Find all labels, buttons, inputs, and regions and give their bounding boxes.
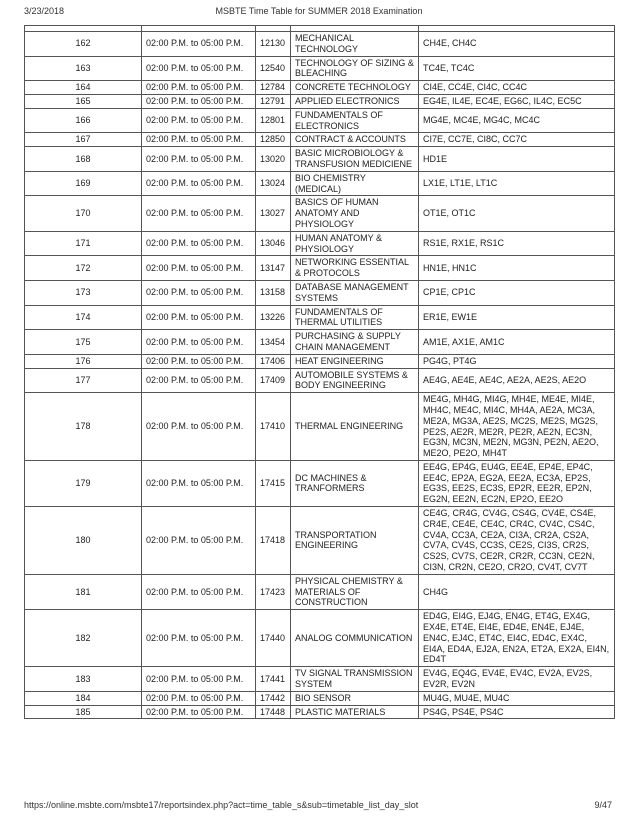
programs-cell: OT1E, OT1C bbox=[419, 196, 615, 231]
serial-number-cell: 179 bbox=[25, 460, 142, 506]
serial-number-cell: 185 bbox=[25, 705, 142, 719]
time-slot-cell: 02:00 P.M. to 05:00 P.M. bbox=[142, 32, 256, 57]
subject-name-cell: TRANSPORTATION ENGINEERING bbox=[291, 507, 419, 575]
time-slot-cell: 02:00 P.M. to 05:00 P.M. bbox=[142, 574, 256, 609]
serial-number-cell: 176 bbox=[25, 354, 142, 368]
time-slot-cell: 02:00 P.M. to 05:00 P.M. bbox=[142, 280, 256, 305]
table-row bbox=[25, 610, 615, 667]
time-slot-cell: 02:00 P.M. to 05:00 P.M. bbox=[142, 368, 256, 393]
subject-name-cell: BASIC MICROBIOLOGY & TRANSFUSION MEDICIENE bbox=[291, 147, 419, 172]
subject-name-cell: CONTRACT & ACCOUNTS bbox=[291, 133, 419, 147]
subject-code-cell: 17409 bbox=[256, 368, 291, 393]
time-slot-cell: 02:00 P.M. to 05:00 P.M. bbox=[142, 667, 256, 692]
time-slot-cell: 02:00 P.M. to 05:00 P.M. bbox=[142, 691, 256, 705]
subject-code-cell: 13027 bbox=[256, 196, 291, 231]
subject-code-cell: 13020 bbox=[256, 147, 291, 172]
programs-cell: TC4E, TC4C bbox=[419, 56, 615, 81]
serial-number-cell: 167 bbox=[25, 133, 142, 147]
serial-number-cell: 164 bbox=[25, 81, 142, 95]
subject-name-cell: DATABASE MANAGEMENT SYSTEMS bbox=[291, 280, 419, 305]
serial-number-cell: 166 bbox=[25, 108, 142, 133]
serial-number-cell: 163 bbox=[25, 56, 142, 81]
table-row bbox=[25, 305, 615, 330]
programs-cell: RS1E, RX1E, RS1C bbox=[419, 231, 615, 256]
programs-cell: CE4G, CR4G, CV4G, CS4G, CV4E, CS4E, CR4E, CE4E, CE4C, CR4C, CV4C, CS4C, CV4A, CC3A, CE2A, CI3A, CR2A, CS2A, CV7A, CV4S, CC3S, CE2S, CI3S, CR2S, CS2S, CV7S, CE2R, CR2R, CC3N, CE2N, CI3N, CR2N, CE2O, CR2O, CV4T, CV7T bbox=[419, 507, 615, 575]
table-row bbox=[25, 574, 615, 609]
subject-code-cell: 17406 bbox=[256, 354, 291, 368]
table-row bbox=[25, 368, 615, 393]
subject-code-cell: 13226 bbox=[256, 305, 291, 330]
programs-cell: MU4G, MU4E, MU4C bbox=[419, 691, 615, 705]
subject-name-cell: BIO SENSOR bbox=[291, 691, 419, 705]
table-row bbox=[25, 691, 615, 705]
time-slot-cell: 02:00 P.M. to 05:00 P.M. bbox=[142, 196, 256, 231]
time-slot-cell: 02:00 P.M. to 05:00 P.M. bbox=[142, 81, 256, 95]
page-number: 9/47 bbox=[594, 800, 612, 810]
table-row bbox=[25, 147, 615, 172]
table-row bbox=[25, 705, 615, 719]
subject-code-cell: 12791 bbox=[256, 94, 291, 108]
subject-name-cell: HEAT ENGINEERING bbox=[291, 354, 419, 368]
subject-code-cell: 17442 bbox=[256, 691, 291, 705]
subject-name-cell: TECHNOLOGY OF SIZING & BLEACHING bbox=[291, 56, 419, 81]
time-slot-cell: 02:00 P.M. to 05:00 P.M. bbox=[142, 610, 256, 667]
serial-number-cell: 165 bbox=[25, 94, 142, 108]
subject-code-cell: 12784 bbox=[256, 81, 291, 95]
table-row bbox=[25, 32, 615, 57]
table-row bbox=[25, 56, 615, 81]
table-row bbox=[25, 133, 615, 147]
serial-number-cell: 181 bbox=[25, 574, 142, 609]
time-slot-cell: 02:00 P.M. to 05:00 P.M. bbox=[142, 305, 256, 330]
programs-cell: ER1E, EW1E bbox=[419, 305, 615, 330]
subject-name-cell: PURCHASING & SUPPLY CHAIN MANAGEMENT bbox=[291, 330, 419, 355]
serial-number-cell: 174 bbox=[25, 305, 142, 330]
subject-name-cell: NETWORKING ESSENTIAL & PROTOCOLS bbox=[291, 256, 419, 281]
table-row bbox=[25, 507, 615, 575]
serial-number-cell: 162 bbox=[25, 32, 142, 57]
subject-name-cell: DC MACHINES & TRANFORMERS bbox=[291, 460, 419, 506]
subject-name-cell: HUMAN ANATOMY & PHYSIOLOGY bbox=[291, 231, 419, 256]
table-row bbox=[25, 81, 615, 95]
programs-cell: ME4G, MH4G, MI4G, MH4E, ME4E, MI4E, MH4C, ME4C, MI4C, MH4A, AE2A, MC3A, ME2A, MG3A, AE2S, MC2S, ME2S, MG2S, PE2S, AE2R, ME2R, PE2R, AE2N, EC3N, EG3N, MC3N, ME2N, MG3N, PE2N, AE2O, ME2O, PE2O, MH4T bbox=[419, 393, 615, 461]
programs-cell: AM1E, AX1E, AM1C bbox=[419, 330, 615, 355]
time-slot-cell: 02:00 P.M. to 05:00 P.M. bbox=[142, 94, 256, 108]
time-slot-cell: 02:00 P.M. to 05:00 P.M. bbox=[142, 330, 256, 355]
subject-name-cell: ANALOG COMMUNICATION bbox=[291, 610, 419, 667]
subject-code-cell: 13158 bbox=[256, 280, 291, 305]
programs-cell: LX1E, LT1E, LT1C bbox=[419, 171, 615, 196]
subject-code-cell: 17441 bbox=[256, 667, 291, 692]
subject-name-cell: APPLIED ELECTRONICS bbox=[291, 94, 419, 108]
page-title: MSBTE Time Table for SUMMER 2018 Examination bbox=[215, 6, 423, 16]
time-slot-cell: 02:00 P.M. to 05:00 P.M. bbox=[142, 171, 256, 196]
serial-number-cell: 171 bbox=[25, 231, 142, 256]
programs-cell: EE4G, EP4G, EU4G, EE4E, EP4E, EP4C, EE4C, EP2A, EG2A, EE2A, EC3A, EP2S, EG3S, EE2S, EC3S, EP2R, EE2R, EP2N, EG2N, EE2N, EC2N, EP2O, EE2O bbox=[419, 460, 615, 506]
subject-name-cell: MECHANICAL TECHNOLOGY bbox=[291, 32, 419, 57]
programs-cell: CH4E, CH4C bbox=[419, 32, 615, 57]
time-slot-cell: 02:00 P.M. to 05:00 P.M. bbox=[142, 705, 256, 719]
subject-code-cell: 17440 bbox=[256, 610, 291, 667]
subject-name-cell: PHYSICAL CHEMISTRY & MATERIALS OF CONSTRUCTION bbox=[291, 574, 419, 609]
serial-number-cell: 172 bbox=[25, 256, 142, 281]
programs-cell: PS4G, PS4E, PS4C bbox=[419, 705, 615, 719]
subject-code-cell: 17410 bbox=[256, 393, 291, 461]
time-slot-cell: 02:00 P.M. to 05:00 P.M. bbox=[142, 393, 256, 461]
serial-number-cell: 180 bbox=[25, 507, 142, 575]
subject-code-cell: 12130 bbox=[256, 32, 291, 57]
time-slot-cell: 02:00 P.M. to 05:00 P.M. bbox=[142, 507, 256, 575]
table-row bbox=[25, 94, 615, 108]
programs-cell: CH4G bbox=[419, 574, 615, 609]
subject-code-cell: 12540 bbox=[256, 56, 291, 81]
programs-cell: EV4G, EQ4G, EV4E, EV4C, EV2A, EV2S, EV2R, EV2N bbox=[419, 667, 615, 692]
time-slot-cell: 02:00 P.M. to 05:00 P.M. bbox=[142, 460, 256, 506]
programs-cell: HN1E, HN1C bbox=[419, 256, 615, 281]
time-slot-cell: 02:00 P.M. to 05:00 P.M. bbox=[142, 256, 256, 281]
table-row bbox=[25, 354, 615, 368]
programs-cell: PG4G, PT4G bbox=[419, 354, 615, 368]
table-row bbox=[25, 256, 615, 281]
table-row bbox=[25, 280, 615, 305]
time-slot-cell: 02:00 P.M. to 05:00 P.M. bbox=[142, 133, 256, 147]
programs-cell: CI4E, CC4E, CI4C, CC4C bbox=[419, 81, 615, 95]
subject-code-cell: 17448 bbox=[256, 705, 291, 719]
table-row bbox=[25, 393, 615, 461]
subject-name-cell: TV SIGNAL TRANSMISSION SYSTEM bbox=[291, 667, 419, 692]
serial-number-cell: 182 bbox=[25, 610, 142, 667]
subject-code-cell: 13046 bbox=[256, 231, 291, 256]
subject-name-cell: CONCRETE TECHNOLOGY bbox=[291, 81, 419, 95]
programs-cell: EG4E, IL4E, EC4E, EG6C, IL4C, EC5C bbox=[419, 94, 615, 108]
time-slot-cell: 02:00 P.M. to 05:00 P.M. bbox=[142, 147, 256, 172]
table-row bbox=[25, 667, 615, 692]
programs-cell: HD1E bbox=[419, 147, 615, 172]
subject-code-cell: 13024 bbox=[256, 171, 291, 196]
serial-number-cell: 173 bbox=[25, 280, 142, 305]
serial-number-cell: 169 bbox=[25, 171, 142, 196]
subject-code-cell: 17423 bbox=[256, 574, 291, 609]
subject-name-cell: BIO CHEMISTRY (MEDICAL) bbox=[291, 171, 419, 196]
subject-name-cell: AUTOMOBILE SYSTEMS & BODY ENGINEERING bbox=[291, 368, 419, 393]
timetable bbox=[24, 25, 615, 719]
serial-number-cell: 178 bbox=[25, 393, 142, 461]
table-row bbox=[25, 108, 615, 133]
serial-number-cell: 175 bbox=[25, 330, 142, 355]
serial-number-cell: 183 bbox=[25, 667, 142, 692]
serial-number-cell: 170 bbox=[25, 196, 142, 231]
table-row bbox=[25, 171, 615, 196]
subject-name-cell: THERMAL ENGINEERING bbox=[291, 393, 419, 461]
table-row bbox=[25, 460, 615, 506]
subject-name-cell: FUNDAMENTALS OF ELECTRONICS bbox=[291, 108, 419, 133]
programs-cell: CP1E, CP1C bbox=[419, 280, 615, 305]
time-slot-cell: 02:00 P.M. to 05:00 P.M. bbox=[142, 231, 256, 256]
subject-code-cell: 12850 bbox=[256, 133, 291, 147]
subject-code-cell: 13147 bbox=[256, 256, 291, 281]
subject-name-cell: PLASTIC MATERIALS bbox=[291, 705, 419, 719]
programs-cell: MG4E, MC4E, MG4C, MC4C bbox=[419, 108, 615, 133]
subject-code-cell: 17415 bbox=[256, 460, 291, 506]
subject-code-cell: 17418 bbox=[256, 507, 291, 575]
programs-cell: CI7E, CC7E, CI8C, CC7C bbox=[419, 133, 615, 147]
time-slot-cell: 02:00 P.M. to 05:00 P.M. bbox=[142, 108, 256, 133]
footer-url: https://online.msbte.com/msbte17/reportsindex.php?act=time_table_s&sub=timetable_list_day_slot bbox=[24, 800, 419, 810]
table-row bbox=[25, 231, 615, 256]
table-row bbox=[25, 196, 615, 231]
serial-number-cell: 184 bbox=[25, 691, 142, 705]
programs-cell: ED4G, EI4G, EJ4G, EN4G, ET4G, EX4G, EX4E, ET4E, EI4E, ED4E, EN4E, EJ4E, EN4C, EJ4C, ET4C, EI4C, ED4C, EX4C, EI4A, ED4A, EJ2A, EN2A, ET2A, EX2A, EI4N, ED4T bbox=[419, 610, 615, 667]
subject-code-cell: 12801 bbox=[256, 108, 291, 133]
subject-code-cell: 13454 bbox=[256, 330, 291, 355]
subject-name-cell: BASICS OF HUMAN ANATOMY AND PHYSIOLOGY bbox=[291, 196, 419, 231]
time-slot-cell: 02:00 P.M. to 05:00 P.M. bbox=[142, 354, 256, 368]
timetable-body bbox=[25, 26, 615, 719]
serial-number-cell: 168 bbox=[25, 147, 142, 172]
table-row bbox=[25, 330, 615, 355]
subject-name-cell: FUNDAMENTALS OF THERMAL UTILITIES bbox=[291, 305, 419, 330]
serial-number-cell: 177 bbox=[25, 368, 142, 393]
time-slot-cell: 02:00 P.M. to 05:00 P.M. bbox=[142, 56, 256, 81]
programs-cell: AE4G, AE4E, AE4C, AE2A, AE2S, AE2O bbox=[419, 368, 615, 393]
print-date: 3/23/2018 bbox=[24, 6, 65, 16]
